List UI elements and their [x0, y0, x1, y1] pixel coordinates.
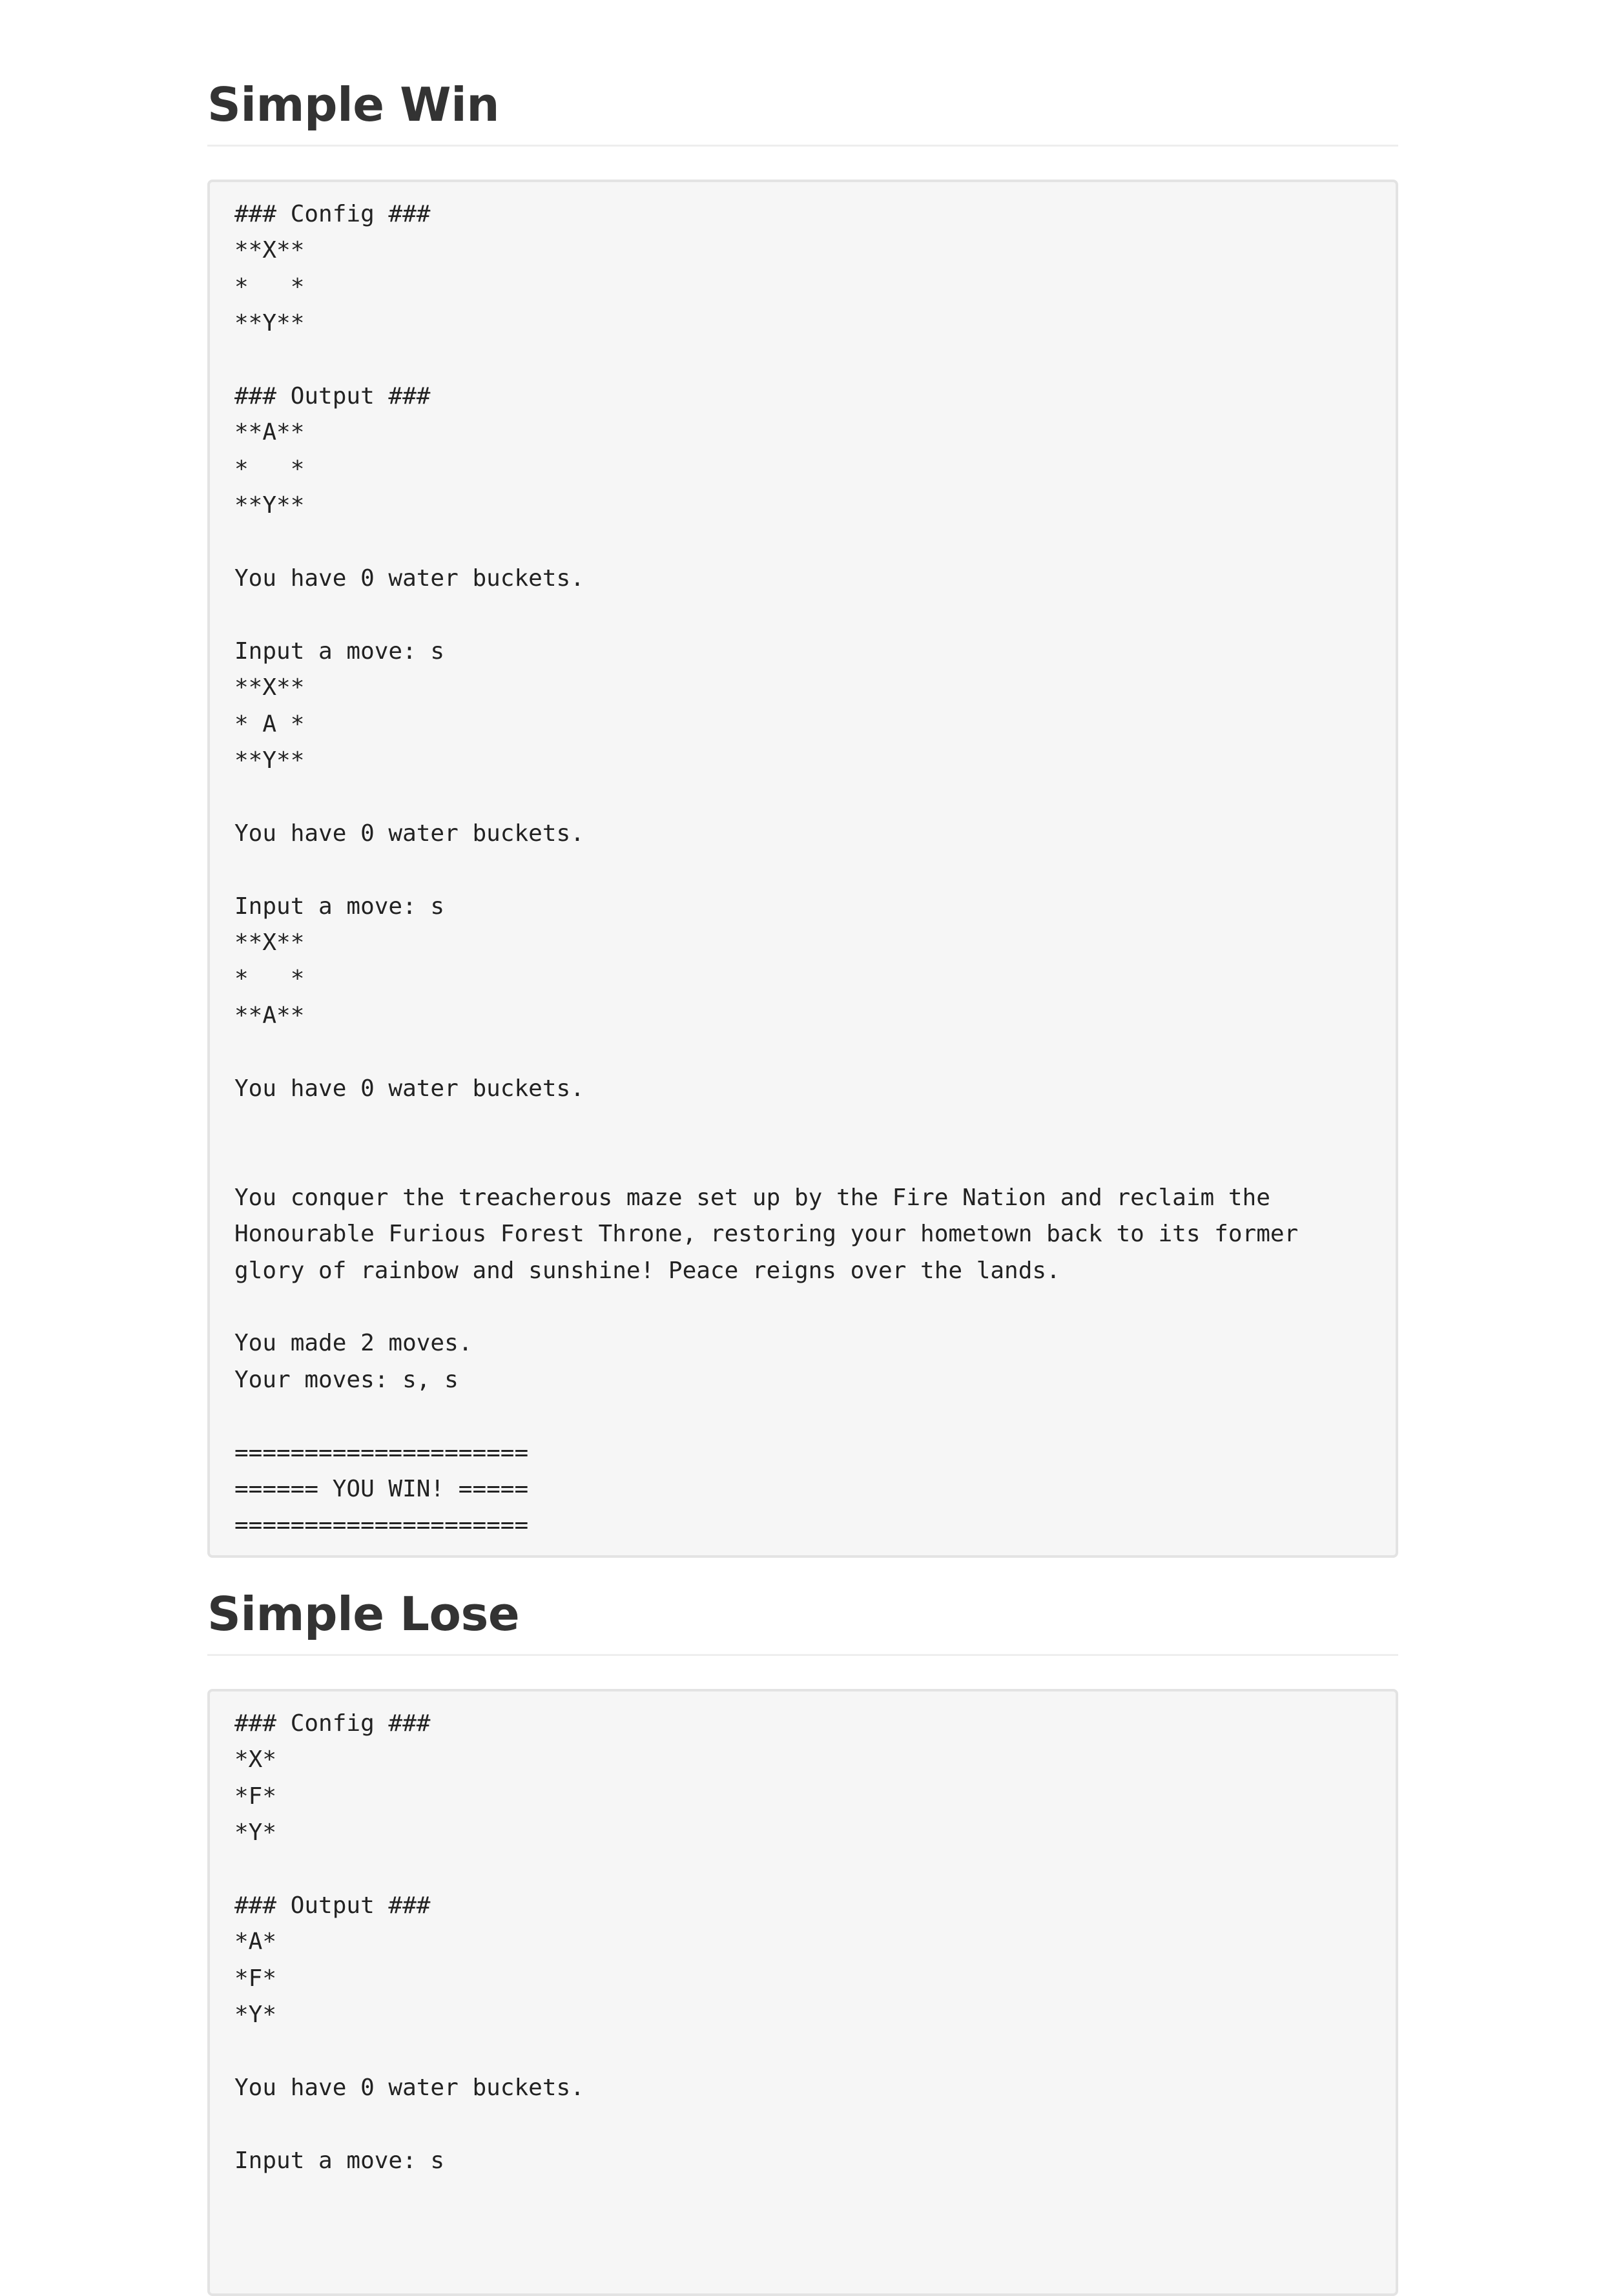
code-line: glory of rainbow and sunshine! Peace reigns over the lands. — [234, 1257, 1060, 1284]
code-line: **A** — [234, 419, 305, 446]
code-line: *X* — [234, 1746, 277, 1774]
code-line — [234, 1852, 1371, 1888]
code-line: *Y* — [234, 2001, 277, 2029]
code-line: ### Output ### — [234, 1892, 431, 1919]
code-line: * * — [234, 966, 305, 993]
code-line: Input a move: s — [234, 637, 445, 665]
code-line — [234, 1034, 1371, 1070]
code-line — [234, 852, 1371, 888]
code-line — [234, 2034, 1371, 2070]
code-line: ===================== — [234, 1512, 529, 1539]
code-line — [234, 779, 1371, 815]
code-line: * A * — [234, 710, 305, 738]
code-line: ### Config ### — [234, 1710, 431, 1737]
code-line: ### Output ### — [234, 383, 431, 410]
code-line: * * — [234, 455, 305, 482]
code-line — [234, 2106, 1371, 2142]
code-line: **X** — [234, 929, 305, 957]
code-line: **Y** — [234, 747, 305, 774]
code-line: *A* — [234, 1929, 277, 1956]
code-line: *F* — [234, 1965, 277, 1992]
code-line: Input a move: s — [234, 893, 445, 920]
code-line: ===================== — [234, 1439, 529, 1466]
code-line: *F* — [234, 1783, 277, 1810]
code-line: * * — [234, 273, 305, 300]
code-block-simple-win — [207, 180, 1398, 1558]
code-line: ### Config ### — [234, 201, 431, 227]
code-line: You made 2 moves. — [234, 1330, 473, 1357]
section-title-simple-win: Simple Win — [207, 76, 1398, 147]
code-line: *Y* — [234, 1819, 277, 1846]
code-line — [234, 1398, 1371, 1434]
code-line — [234, 342, 1371, 378]
code-line: You have 0 water buckets. — [234, 2074, 584, 2102]
code-line: **A** — [234, 1002, 305, 1029]
code-line: Your moves: s, s — [234, 1366, 459, 1393]
section-title-simple-lose: Simple Lose — [207, 1586, 1398, 1656]
code-line — [234, 1107, 1371, 1143]
code-line: **X** — [234, 674, 305, 701]
code-line: You have 0 water buckets. — [234, 565, 584, 592]
code-line: **Y** — [234, 310, 305, 337]
code-block-simple-lose — [207, 1689, 1398, 2296]
code-line: ====== YOU WIN! ===== — [234, 1476, 529, 1503]
code-line — [234, 524, 1371, 561]
code-line — [234, 1143, 1371, 1179]
code-line: **X** — [234, 237, 305, 264]
code-line: Input a move: s — [234, 2147, 445, 2174]
code-line: You conquer the treacherous maze set up by the Fire Nation and reclaim the — [234, 1184, 1270, 1211]
code-line: **Y** — [234, 492, 305, 519]
code-line — [234, 597, 1371, 633]
code-line: Honourable Furious Forest Throne, restoring your hometown back to its former — [234, 1221, 1299, 1248]
code-line — [234, 1289, 1371, 1325]
code-line: You have 0 water buckets. — [234, 820, 584, 847]
code-line: You have 0 water buckets. — [234, 1075, 584, 1102]
